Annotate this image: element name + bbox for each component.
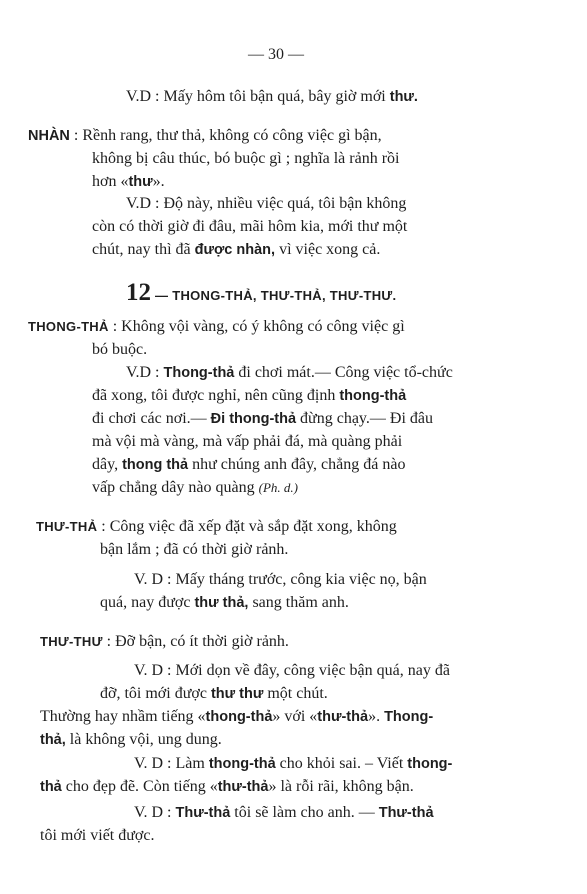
note-term: thư-thả <box>317 709 369 725</box>
thu-thu-definition-line-1 <box>40 632 289 652</box>
thu-thu-example-line-2 <box>100 684 328 704</box>
note-text: là không vội, ung dung. <box>69 731 222 748</box>
note-term: thả, <box>40 732 66 748</box>
nhan-definition-line-1 <box>28 126 382 146</box>
note-text: cho đẹp đẽ. Còn tiếng « <box>65 778 218 795</box>
example-text: đỡ, tôi mới được <box>100 685 207 702</box>
thong-tha-example-line-5 <box>92 455 405 475</box>
thong-tha-definition-line-2: bó buộc. <box>92 341 148 358</box>
note-term: Thư-thả <box>378 805 434 821</box>
section-title: — THONG-THẢ, THƯ-THẢ, THƯ-THƯ. <box>155 288 397 303</box>
example-text: đi chơi mát.— Công việc tổ-chức <box>238 364 453 381</box>
definition-text: ». <box>152 173 165 190</box>
thu-tha-definition-line-1 <box>36 517 397 537</box>
example-text: đừng chạy.— Đi đâu <box>300 410 433 427</box>
example-text: sang thăm anh. <box>252 594 349 611</box>
note-line-5 <box>134 803 434 823</box>
example-term: thư thư <box>210 686 264 702</box>
note-line-4 <box>40 777 414 797</box>
thu-tha-example-line-1: V. D : Mấy tháng trước, công kia việc nọ, bận <box>134 571 427 588</box>
nhan-example-line-2: còn có thời giờ đi đâu, mãi hôm kia, mới thư một <box>92 218 408 235</box>
nhan-previous-example <box>126 87 418 107</box>
example-term: thư. <box>389 89 418 105</box>
example-text: vấp chẳng dây nào quàng <box>92 479 255 496</box>
headword-colon: : <box>73 127 79 144</box>
headword-thu-tha: THƯ-THẢ <box>36 519 98 534</box>
note-text: Thường hay nhầm tiếng « <box>40 708 206 725</box>
note-term: thong-thả <box>205 709 273 725</box>
note-term: Thư-thả <box>175 805 231 821</box>
example-text: quá, nay được <box>100 594 191 611</box>
example-text: chút, nay thì đã <box>92 241 191 258</box>
definition-text: : Công việc đã xếp đặt và sắp đặt xong, không <box>101 518 397 535</box>
note-text: cho khỏi sai. – Viết <box>279 755 404 772</box>
note-term: thả <box>40 779 62 795</box>
thong-tha-example-line-4: mà vội mà vàng, mà vấp phải đá, mà quàng phải <box>92 433 403 450</box>
example-term: được nhàn, <box>194 242 276 258</box>
definition-text: hơn « <box>92 173 129 190</box>
definition-text: : Không vội vàng, có ý không có công việc gì <box>112 318 405 335</box>
thong-tha-example-line-1 <box>126 363 453 383</box>
note-line-6: tôi mới viết được. <box>40 827 155 844</box>
note-line-2 <box>40 730 222 750</box>
definition-text: : Đỡ bận, có ít thời giờ rảnh. <box>106 633 289 650</box>
example-label: V.D : <box>126 364 160 381</box>
note-text: » với « <box>272 708 318 725</box>
section-number: 12 <box>126 279 151 306</box>
note-text: V. D : Làm <box>134 755 205 772</box>
example-text: đã xong, tôi được nghỉ, nên cũng định <box>92 387 336 404</box>
page-number: — 30 — <box>248 46 304 63</box>
note-text: ». <box>368 708 381 725</box>
note-term: Thong- <box>384 709 434 725</box>
example-term: thong-thả <box>339 388 407 404</box>
example-text: đi chơi các nơi.— <box>92 410 207 427</box>
example-label: V.D : <box>126 88 160 105</box>
thu-thu-example-line-1: V. D : Mới dọn về đây, công việc bận quá, nay đã <box>134 662 450 679</box>
note-line-3 <box>134 754 452 774</box>
definition-term: thư <box>128 174 153 190</box>
thong-tha-definition-line-1 <box>28 317 405 337</box>
thong-tha-example-line-2 <box>92 386 406 406</box>
source-citation: (Ph. d.) <box>258 480 298 495</box>
nhan-example-line-1: V.D : Độ này, nhiều việc quá, tôi bận không <box>126 195 407 212</box>
note-term: thong-thả <box>208 756 276 772</box>
example-text: vì việc xong cả. <box>279 241 381 258</box>
headword-nhan: NHÀN <box>28 128 70 144</box>
example-text: dây, <box>92 456 119 473</box>
example-term: thong thả <box>122 457 189 473</box>
nhan-example-line-3 <box>92 240 380 260</box>
note-line-1 <box>40 707 433 727</box>
note-text: tôi sẽ làm cho anh. — <box>234 804 375 821</box>
nhan-definition-line-3 <box>92 172 165 192</box>
thong-tha-example-line-3 <box>92 409 433 429</box>
note-text: V. D : <box>134 804 172 821</box>
headword-thong-tha: THONG-THẢ <box>28 319 109 334</box>
headword-thu-thu: THƯ-THƯ <box>40 634 103 649</box>
definition-text: Rềnh rang, thư thả, không có công việc gì bận, <box>82 127 382 144</box>
thong-tha-example-line-6 <box>92 478 298 498</box>
nhan-definition-line-2: không bị câu thúc, bó buộc gì ; nghĩa là rảnh rồi <box>92 150 400 167</box>
example-term: Thong-thả <box>163 365 235 381</box>
example-text: Mấy hôm tôi bận quá, bây giờ mới <box>163 88 386 105</box>
note-term: thư-thả <box>217 779 269 795</box>
example-term: Đi thong-thả <box>210 411 297 427</box>
section-heading <box>126 278 396 311</box>
example-term: thư thả, <box>194 595 249 611</box>
example-text: một chút. <box>267 685 328 702</box>
thu-tha-example-line-2 <box>100 593 349 613</box>
thu-tha-definition-line-2: bận lắm ; đã có thời giờ rảnh. <box>100 541 289 558</box>
note-text: » là rỗi rãi, không bận. <box>268 778 414 795</box>
example-text: như chúng anh đây, chẳng đá nào <box>192 456 406 473</box>
note-term: thong- <box>407 756 453 772</box>
